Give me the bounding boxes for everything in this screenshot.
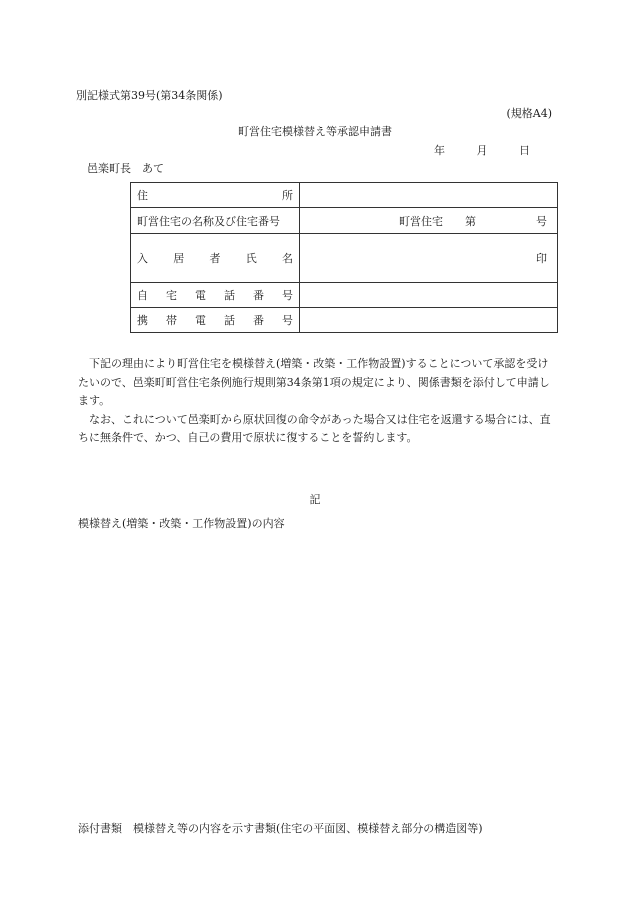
resident-name-label: 入 居 者 氏 名 bbox=[131, 234, 300, 283]
attachment-note: 添付書類 模様替え等の内容を示す書類(住宅の平面図、模様替え部分の構造図等) bbox=[78, 822, 483, 835]
date-year: 年 bbox=[434, 144, 445, 157]
resident-row bbox=[131, 234, 558, 283]
date-month: 月 bbox=[476, 144, 488, 157]
application-statement bbox=[78, 355, 558, 448]
mobile-phone-row bbox=[131, 308, 558, 333]
seal-mark: 印 bbox=[536, 252, 547, 265]
size-note: (規格A4) bbox=[506, 107, 552, 120]
home-phone-label: 自 宅 電 話 番 号 bbox=[131, 283, 300, 308]
housing-label: 町営住宅の名称及び住宅番号 bbox=[131, 208, 300, 234]
document-title: 町営住宅模様替え等承認申請書 bbox=[238, 125, 392, 138]
address-row bbox=[131, 183, 558, 208]
resident-name-field[interactable] bbox=[300, 234, 558, 283]
addressee: 邑楽町長 あて bbox=[87, 162, 164, 175]
date-day: 日 bbox=[519, 144, 530, 157]
mobile-phone-label: 携 帯 電 話 番 号 bbox=[131, 308, 300, 333]
address-label: 住 所 bbox=[131, 183, 300, 208]
modification-content-heading: 模様替え(増築・改築・工作物設置)の内容 bbox=[78, 517, 285, 530]
ki-heading: 記 bbox=[309, 493, 321, 506]
statement-paragraph-2: なお、これについて邑楽町から原状回復の命令があった場合又は住宅を返還する場合には、直ちに無条件で、かつ、自己の費用で原状に復することを誓約します。 bbox=[78, 412, 551, 444]
home-phone-field[interactable] bbox=[300, 283, 558, 308]
statement-paragraph-1: 下記の理由により町営住宅を模様替え(増築・改築・工作物設置)することについて承認を受けたいので、邑楽町町営住宅条例施行規則第34条第1項の規定により、関係書類を添付して申請します。 bbox=[78, 357, 550, 407]
housing-field[interactable]: 町営住宅 第 号 bbox=[300, 208, 558, 234]
home-phone-row bbox=[131, 283, 558, 308]
form-number: 別記様式第39号(第34条関係) bbox=[76, 89, 223, 102]
address-field[interactable] bbox=[300, 183, 558, 208]
mobile-phone-field[interactable] bbox=[300, 308, 558, 333]
applicant-info-table bbox=[130, 182, 558, 333]
date-line bbox=[434, 142, 530, 158]
housing-row bbox=[131, 208, 558, 234]
